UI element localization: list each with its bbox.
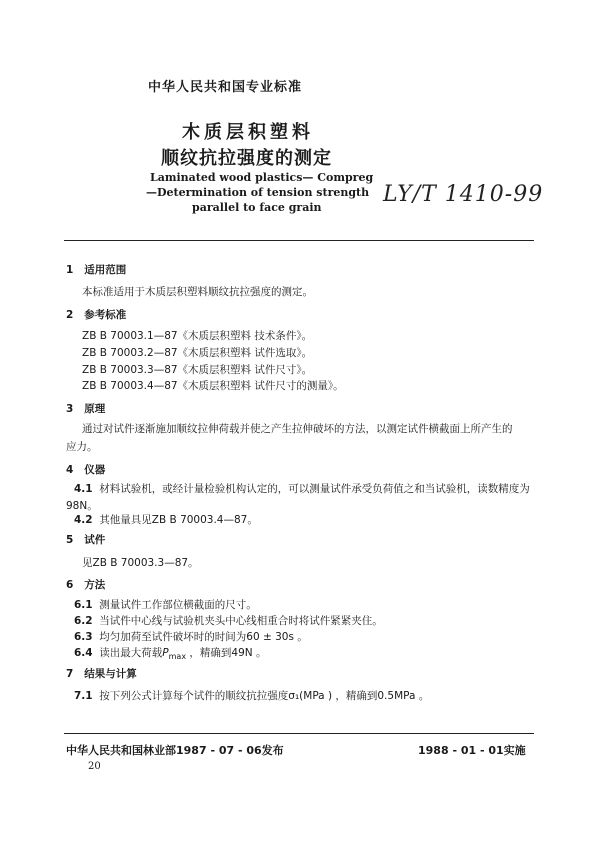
english-title-line-1: Laminated wood plastics— Compreg xyxy=(150,171,374,184)
reference-item: ZB B 70003.3—87《木质层积塑料 试件尺寸》。 xyxy=(82,364,313,376)
section-3-title: 原理 xyxy=(84,403,106,415)
item-6-1 xyxy=(74,597,257,612)
item-6-3 xyxy=(74,629,308,644)
item-4-2-text: 其他量具见ZB B 70003.4—87。 xyxy=(99,514,258,526)
section-5-title: 试件 xyxy=(84,534,106,546)
section-7-title: 结果与计算 xyxy=(84,668,137,680)
section-4-title: 仪器 xyxy=(84,464,106,476)
item-6-4-number: 6.4 xyxy=(74,647,93,659)
section-5-number: 5 xyxy=(66,534,74,546)
issuer-date: 中华人民共和国林业部1987 - 07 - 06发布 xyxy=(66,744,284,757)
item-6-1-text: 测量试件工作部位横截面的尺寸。 xyxy=(99,599,257,611)
section-7-number: 7 xyxy=(66,668,74,680)
section-1-heading xyxy=(66,262,126,277)
item-6-1-number: 6.1 xyxy=(74,599,93,611)
item-4-1 xyxy=(74,481,530,496)
item-4-1-text: 材料试验机，或经计量检验机构认定的，可以测量试件承受负荷值之和当试验机，读数精度为 xyxy=(99,483,530,495)
item-4-2-number: 4.2 xyxy=(74,514,93,526)
section-1-title: 适用范围 xyxy=(84,264,127,276)
section-2-number: 2 xyxy=(66,309,74,321)
item-6-3-number: 6.3 xyxy=(74,631,93,643)
title-line-1: 木质层积塑料 xyxy=(182,122,314,143)
item-6-2-text: 当试件中心线与试验机夹头中心线相重合时将试件紧紧夹住。 xyxy=(99,615,383,627)
section-1-text: 本标准适用于木质层积塑料顺纹抗拉强度的测定。 xyxy=(82,286,313,298)
item-7-1-number: 7.1 xyxy=(74,690,93,702)
section-5-text: 见ZB B 70003.3—87。 xyxy=(82,557,199,569)
section-3-heading xyxy=(66,401,105,416)
max-load-subscript: max xyxy=(168,652,187,662)
section-4-number: 4 xyxy=(66,464,74,476)
footer-divider xyxy=(64,733,534,734)
item-6-3-text: 均匀加荷至试件破坏时的时间为60 ± 30s 。 xyxy=(99,631,308,643)
page-number: 20 xyxy=(88,761,101,772)
item-6-2-number: 6.2 xyxy=(74,615,93,627)
section-3-text-line-2: 应力。 xyxy=(66,441,98,453)
item-4-1-text-cont: 98N。 xyxy=(66,500,98,512)
section-5-heading xyxy=(66,532,105,547)
item-6-4 xyxy=(74,645,266,661)
item-4-2 xyxy=(74,512,258,527)
reference-item: ZB B 70003.4—87《木质层积塑料 试件尺寸的测量》。 xyxy=(82,380,344,392)
section-6-title: 方法 xyxy=(84,579,106,591)
section-6-number: 6 xyxy=(66,579,74,591)
effective-date: 1988 - 01 - 01实施 xyxy=(418,744,526,757)
reference-item: ZB B 70003.2—87《木质层积塑料 试件选取》。 xyxy=(82,347,313,359)
item-6-2 xyxy=(74,613,383,628)
handwritten-standard-code: LY/T 1410-99 xyxy=(383,182,544,207)
section-2-heading xyxy=(66,307,126,322)
section-3-number: 3 xyxy=(66,403,74,415)
section-7-heading xyxy=(66,666,137,681)
item-6-4-text-before: 读出最大荷载 xyxy=(99,647,163,659)
english-title-line-3: parallel to face grain xyxy=(192,201,322,214)
section-2-title: 参考标准 xyxy=(84,309,127,321)
item-7-1 xyxy=(74,688,429,703)
reference-item: ZB B 70003.1—87《木质层积塑料 技术条件》。 xyxy=(82,330,313,342)
section-3-text-line-1: 通过对试件逐渐施加顺纹拉伸荷载并使之产生拉伸破坏的方法，以测定试件横截面上所产生的 xyxy=(82,423,513,435)
english-title-line-2: —Determination of tension strength xyxy=(146,186,370,199)
standard-type: 中华人民共和国专业标准 xyxy=(148,80,303,95)
item-6-4-text-after: ，精确到49N 。 xyxy=(186,647,267,659)
section-1-number: 1 xyxy=(66,264,74,276)
item-4-1-number: 4.1 xyxy=(74,483,93,495)
section-6-heading xyxy=(66,577,105,592)
section-4-heading xyxy=(66,462,105,477)
item-7-1-text: 按下列公式计算每个试件的顺纹抗拉强度σ₁(MPa ) ，精确到0.5MPa 。 xyxy=(99,690,430,702)
max-load-symbol: P xyxy=(162,647,169,659)
title-line-2: 顺纹抗拉强度的测定 xyxy=(161,148,332,169)
header-divider xyxy=(64,240,534,241)
